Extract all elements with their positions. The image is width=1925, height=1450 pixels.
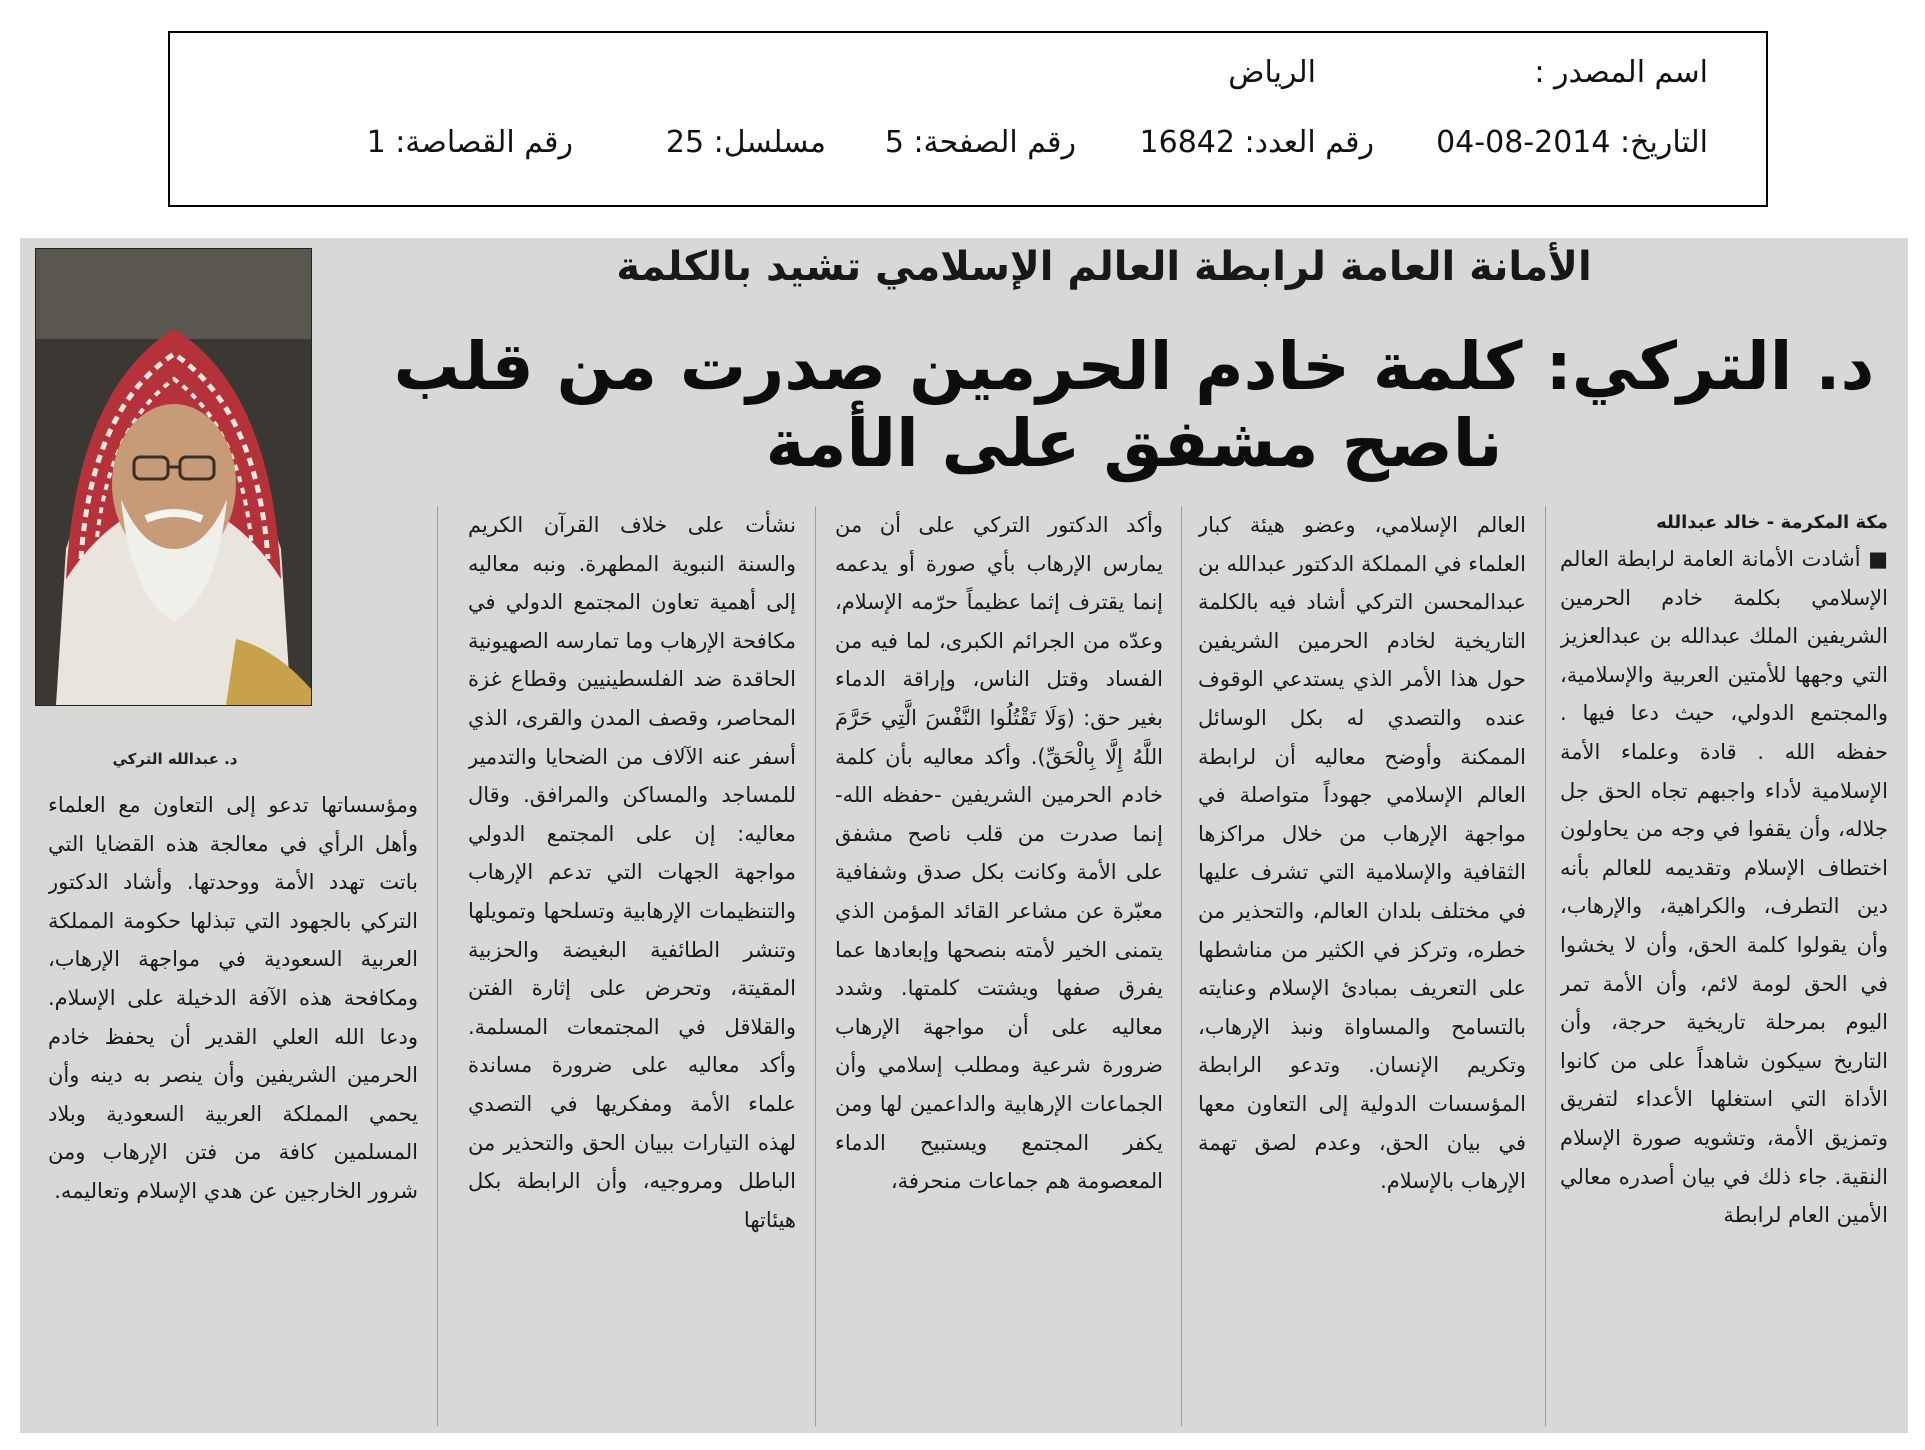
article-kicker: الأمانة العامة لرابطة العالم الإسلامي تشيد بالكلمة bbox=[616, 244, 1592, 290]
portrait-illustration bbox=[36, 249, 311, 705]
page-field: رقم الصفحة: 5 bbox=[884, 125, 1076, 160]
source-value: الرياض bbox=[1228, 55, 1316, 90]
date-field: التاريخ: 2014-08-04 bbox=[1436, 125, 1708, 160]
article-column-3 bbox=[835, 506, 1163, 1426]
column-2-text: العالم الإسلامي، وعضو هيئة كبار العلماء في المملكة الدكتور عبدالله بن عبدالمحسن التركي أشاد فيه بالكلمة التاريخية لخادم الحرمين الشريفين حول هذا الأمر الذي يستدعي الوقوف عنده والتصدي له بكل الوسائل الممكنة وأوضح معاليه أن لرابطة العالم الإسلامي جهوداً متواصلة في مواجهة الإرهاب من خلال مراكزها الثقافية والإسلامية التي تشرف عليها في مختلف بلدان العالم، والتحذير من خطره، وتركز في الكثير من مناشطها على التعريف بمبادئ الإسلام وعنايته بالتسامح والمساواة ونبذ الإرهاب، وتكريم الإنسان. وتدعو الرابطة المؤسسات الدولية إلى التعاون معها في بيان الحق، وعدم لصق تهمة الإرهاب بالإسلام. bbox=[1198, 513, 1526, 1194]
article-byline: مكة المكرمة - خالد عبدالله bbox=[1656, 512, 1888, 533]
clip-number-field: رقم القصاصة: 1 bbox=[366, 125, 573, 160]
column-rule bbox=[1545, 506, 1546, 1426]
column-1-text: ■ أشادت الأمانة العامة لرابطة العالم الإسلامي بكلمة خادم الحرمين الشريفين الملك عبدالله بن عبدالعزيز التي وجهها للأمتين العربية والإسلامية، والمجتمع الدولي، حيث دعا فيها . حفظه الله . قادة وعلماء الأمة الإسلامية لأداء واجبهم تجاه الحق جل جلاله، وأن يقفوا في وجه من يحاولون اختطاف الإسلام وتقديمه للعالم بأنه دين التطرف، والكراهية، والإرهاب، وأن يقولوا كلمة الحق، وأن لا يخشوا في الحق لومة لائم، وأن الأمة تمر اليوم بمرحلة تاريخية حرجة، وأن التاريخ سيكون شاهداً على من كانوا الأداة التي استغلها الأعداء لتفريق وتمزيق الأمة، وتشويه صورة الإسلام النقية. جاء ذلك في بيان أصدره معالي الأمين العام لرابطة bbox=[1560, 547, 1888, 1228]
portrait-photo bbox=[35, 248, 312, 706]
column-4-text: نشأت على خلاف القرآن الكريم والسنة النبوية المطهرة. ونبه معاليه إلى أهمية تعاون المجتمع الدولي في مكافحة الإرهاب وما تمارسه الصهيونية الحاقدة ضد الفلسطينيين وقطاع غزة المحاصر، وقصف المدن والقرى، الذي أسفر عنه الآلاف من الضحايا والتدمير للمساجد والمساكن والمرافق. وقال معاليه: إن على المجتمع الدولي مواجهة الجهات التي تدعم الإرهاب والتنظيمات الإرهابية وتسلحها وتمويلها وتنشر الطائفية البغيضة والحزبية المقيتة، وتحرض على إثارة الفتن والقلاقل في المجتمعات المسلمة. وأكد معاليه على ضرورة مساندة علماء الأمة ومفكريها في التصدي لهذه التيارات ببيان الحق والتحذير من الباطل ومروجيه، وأن الرابطة بكل هيئاتها bbox=[468, 513, 796, 1232]
column-3-text: وأكد الدكتور التركي على أن من يمارس الإرهاب بأي صورة أو يدعمه إنما يقترف إثما عظيماً حرّمه الإسلام، وعدّه من الجرائم الكبرى، لما فيه من الفساد وقتل الناس، وإراقة الدماء بغير حق: (وَلَا تَقْتُلُوا النَّفْسَ الَّتِي حَرَّمَ اللَّهُ إِلَّا بِالْحَقِّ). وأكد معاليه بأن كلمة خادم الحرمين الشريفين -حفظه الله- إنما صدرت من قلب ناصح مشفق على الأمة وكانت بكل صدق وشفافية معبّرة عن مشاعر القائد المؤمن الذي يتمنى الخير لأمته بنصحها وإبعادها عما يفرق صفها ويشتت كلمتها. وشدد معاليه على أن مواجهة الإرهاب ضرورة شرعية ومطلب إسلامي وأن الجماعات الإرهابية والداعمين لها ومن يكفر المجتمع ويستبيح الدماء المعصومة هم جماعات منحرفة، bbox=[835, 513, 1163, 1194]
column-rule bbox=[437, 506, 438, 1426]
details-row bbox=[210, 125, 1708, 169]
article-column-4 bbox=[468, 506, 796, 1426]
serial-field: مسلسل: 25 bbox=[665, 125, 826, 160]
article-headline: د. التركي: كلمة خادم الحرمين صدرت من قلب ناصح مشفق على الأمة bbox=[393, 328, 1875, 482]
article-column-1 bbox=[1560, 506, 1888, 1426]
column-5-text: ومؤسساتها تدعو إلى التعاون مع العلماء وأهل الرأي في معالجة هذه القضايا التي باتت تهدد الأمة ووحدتها. وأشاد الدكتور التركي بالجهود التي تبذلها حكومة المملكة العربية السعودية في مواجهة الإرهاب، ومكافحة هذه الآفة الدخيلة على الإسلام. ودعا الله العلي القدير أن يحفظ خادم الحرمين الشريفين وأن ينصر به دينه وأن يحمي المملكة العربية السعودية وبلاد المسلمين كافة من فتن الإرهاب ومن شرور الخارجين عن هدي الإسلام وتعاليمه. bbox=[48, 793, 418, 1203]
newspaper-clipping bbox=[20, 238, 1908, 1433]
article-column-5 bbox=[48, 786, 418, 1426]
source-label: اسم المصدر : bbox=[1534, 55, 1708, 90]
issue-field: رقم العدد: 16842 bbox=[1139, 125, 1374, 160]
article-column-2 bbox=[1198, 506, 1526, 1426]
photo-caption: د. عبدالله التركي bbox=[112, 750, 238, 768]
clipping-metadata-box bbox=[168, 31, 1768, 207]
column-rule bbox=[815, 506, 816, 1426]
column-rule bbox=[1181, 506, 1182, 1426]
source-row bbox=[210, 55, 1708, 99]
